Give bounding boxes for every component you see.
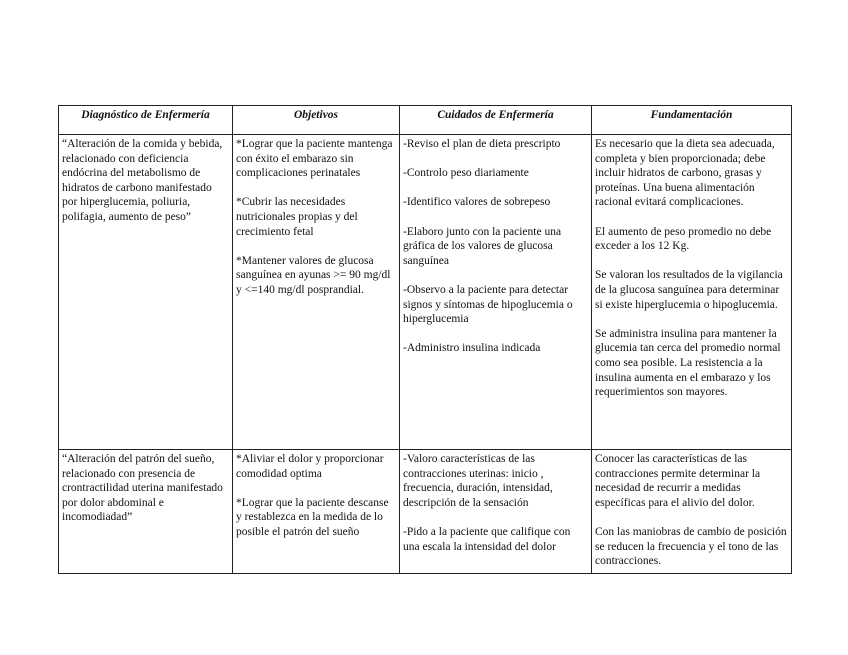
rationale-cell (592, 135, 792, 450)
diagnosis-cell (59, 135, 233, 450)
header-diagnostico: Diagnóstico de Enfermería (59, 106, 233, 135)
diagnosis-cell (59, 450, 233, 574)
rationale-item: Conocer las características de las contracciones permite determinar la necesidad de recurrir a medidas específicas para el alivio del dolor. (595, 453, 761, 509)
care-item: -Pido a la paciente que califique con una escala la intensidad del dolor (403, 525, 571, 553)
rationale-item: Se valoran los resultados de la vigilancia de la glucosa sanguínea para determinar si existe hiperglucemia o hipoglucemia. (595, 269, 783, 311)
objective-item: *Cubrir las necesidades nutricionales propias y del crecimiento fetal (236, 196, 358, 238)
care-item: -Controlo peso diariamente (403, 167, 529, 180)
header-fundamentacion: Fundamentación (592, 106, 792, 135)
objective-item: *Aliviar el dolor y proporcionar comodidad optima (236, 453, 384, 480)
diagnosis-text: “Alteración del patrón del sueño, relacionado con presencia de crontractilidad uterina manifestado por dolor abdominal e incomodiadad” (62, 453, 223, 524)
care-item: -Administro insulina indicada (403, 342, 541, 355)
table-row (59, 135, 792, 450)
header-cuidados: Cuidados de Enfermería (400, 106, 592, 135)
rationale-item: Es necesario que la dieta sea adecuada, completa y bien proporcionada; debe incluir hidratos de carbono, grasas y proteínas. Una buena alimentación racional evitará complicaciones. (595, 138, 775, 209)
care-item: -Valoro características de las contracciones uterinas: inicio , frecuencia, duración, intensidad, descripción de la sensación (403, 453, 553, 509)
objectives-cell (233, 135, 400, 450)
care-item: -Identifico valores de sobrepeso (403, 196, 551, 209)
rationale-item: El aumento de peso promedio no debe exceder a los 12 Kg. (595, 225, 772, 253)
rationale-cell (592, 450, 792, 574)
table-row (59, 450, 792, 574)
objective-item: *Lograr que la paciente mantenga con éxito el embarazo sin complicaciones perinatales (236, 138, 393, 180)
objectives-cell (233, 450, 400, 574)
objective-item: *Lograr que la paciente descanse y restablezca en la medida de lo posible el patrón del sueño (236, 496, 389, 538)
diagnosis-text: “Alteración de la comida y bebida, relacionado con deficiencia endócrina del metabolismo de hidratos de carbono manifestado por hiperglucemia, poliuria, polifagia, aumento de peso” (62, 138, 223, 223)
nursing-care-table (58, 105, 792, 574)
care-cell (400, 450, 592, 574)
objective-item: *Mantener valores de glucosa sanguínea en ayunas >= 90 mg/dl y <=140 mg/dl posprandial. (236, 254, 391, 296)
care-cell (400, 135, 592, 450)
care-item: -Elaboro junto con la paciente una gráfica de los valores de glucosa sanguínea (403, 225, 562, 267)
header-objetivos: Objetivos (233, 106, 400, 135)
care-item: -Observo a la paciente para detectar signos y síntomas de hipoglucemia o hiperglucemia (403, 283, 573, 326)
care-item: -Reviso el plan de dieta prescripto (403, 138, 561, 150)
table-header-row (59, 106, 792, 135)
rationale-item: Con las maniobras de cambio de posición se reducen la frecuencia y el tono de las contracciones. (595, 525, 787, 568)
rationale-item: Se administra insulina para mantener la glucemia tan cerca del promedio normal como sea posible. La resistencia a la insulina aumenta en el embarazo y los requerimientos son mayores. (595, 327, 781, 399)
